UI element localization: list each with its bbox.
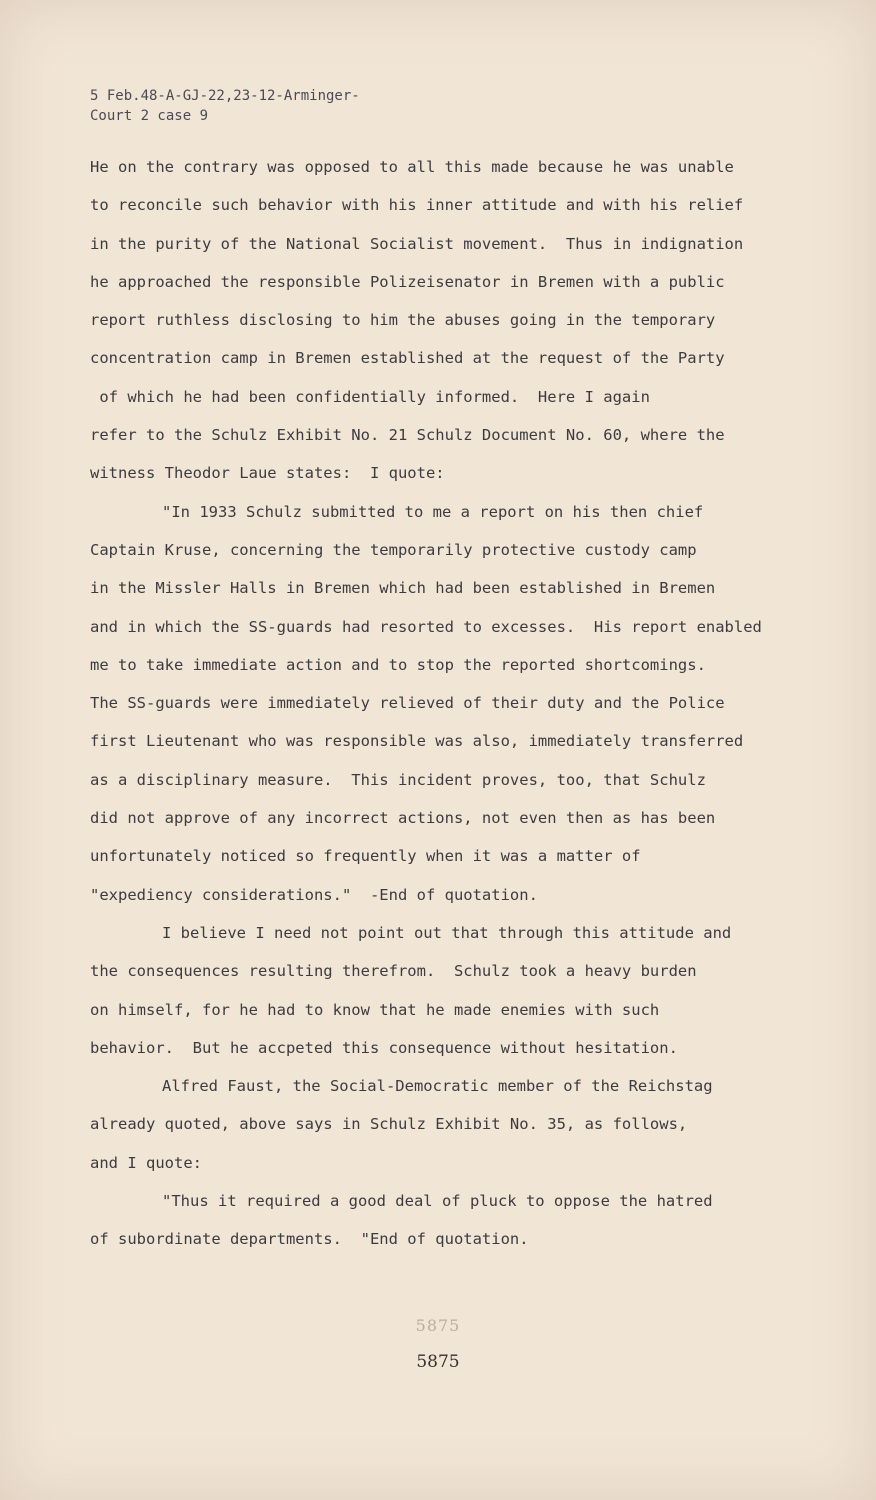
text-line: witness Theodor Laue states: I quote:: [90, 464, 445, 483]
quote-line: me to take immediate action and to stop the reported shortcomings.: [90, 655, 706, 674]
text-line: the consequences resulting therefrom. Schulz took a heavy burden: [90, 962, 697, 981]
document-header: [90, 86, 360, 126]
header-reference: 5 Feb.48-A-GJ-22,23-12-Arminger-: [90, 88, 360, 104]
text-line: report ruthless disclosing to him the abuses going in the temporary: [90, 311, 716, 330]
quote-line: Captain Kruse, concerning the temporarily protective custody camp: [90, 540, 697, 559]
quote-line: "expediency considerations." -End of quotation.: [90, 885, 538, 904]
faint-page-stamp: 5875: [415, 1316, 461, 1335]
quote-line: first Lieutenant who was responsible was also, immediately transferred: [90, 732, 744, 751]
quote-line: "In 1933 Schulz submitted to me a report on his then chief: [162, 502, 704, 521]
text-line: concentration camp in Bremen established at the request of the Party: [90, 349, 725, 368]
text-line: behavior. But he accpeted this consequence without hesitation.: [90, 1038, 678, 1057]
text-line: already quoted, above says in Schulz Exhibit No. 35, as follows,: [90, 1115, 688, 1134]
text-line: I believe I need not point out that through this attitude and: [162, 923, 732, 942]
quote-line: of subordinate departments. "End of quotation.: [90, 1230, 529, 1249]
text-line: on himself, for he had to know that he made enemies with such: [90, 1000, 660, 1019]
text-line: Alfred Faust, the Social-Democratic member of the Reichstag: [162, 1077, 713, 1096]
header-court-case: Court 2 case 9: [90, 108, 209, 124]
quote-line: in the Missler Halls in Bremen which had been established in Bremen: [90, 579, 716, 598]
quote-line: did not approve of any incorrect actions, not even then as has been: [90, 809, 716, 828]
text-line: of which he had been confidentially informed. Here I again: [90, 387, 650, 406]
quote-line: The SS-guards were immediately relieved of their duty and the Police: [90, 694, 725, 713]
quote-line: "Thus it required a good deal of pluck to oppose the hatred: [162, 1192, 713, 1211]
text-line: and I quote:: [90, 1153, 202, 1172]
text-line: in the purity of the National Socialist movement. Thus in indignation: [90, 234, 744, 253]
document-body: [90, 148, 790, 1259]
quote-line: as a disciplinary measure. This incident proves, too, that Schulz: [90, 770, 706, 789]
quote-line: and in which the SS-guards had resorted to excesses. His report enabled: [90, 617, 762, 636]
text-line: to reconcile such behavior with his inner attitude and with his relief: [90, 196, 744, 215]
text-line: refer to the Schulz Exhibit No. 21 Schulz Document No. 60, where the: [90, 426, 725, 445]
quote-line: unfortunately noticed so frequently when it was a matter of: [90, 847, 641, 866]
text-line: he approached the responsible Polizeisenator in Bremen with a public: [90, 272, 725, 291]
page-number: 5875: [416, 1352, 460, 1372]
text-line: He on the contrary was opposed to all this made because he was unable: [90, 158, 734, 176]
